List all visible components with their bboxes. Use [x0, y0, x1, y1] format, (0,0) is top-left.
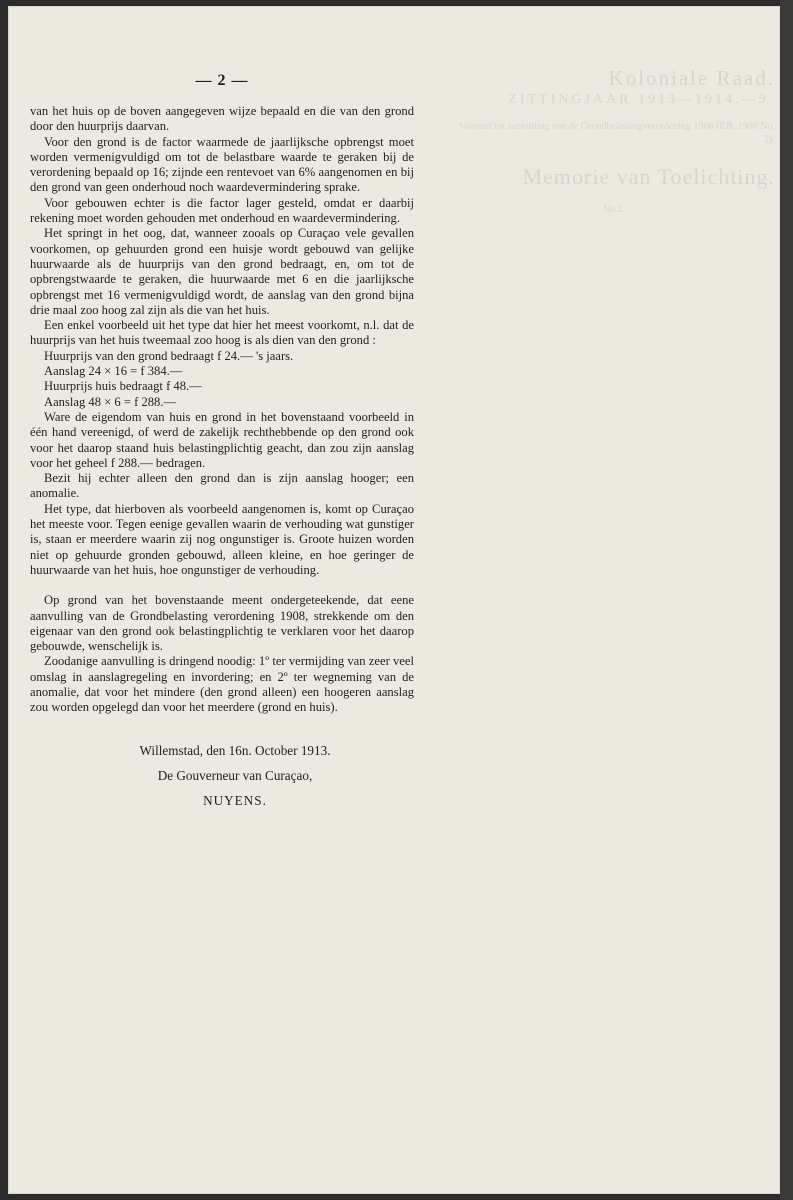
signatory-name: NUYENS. — [203, 793, 267, 808]
bleed-through-line: ZITTINGJAAR 1913—1914.—9. — [508, 92, 775, 107]
place-date: Willemstad, den 16n. October 1913. — [139, 743, 331, 758]
paragraph: Voor gebouwen echter is die factor lager gesteld, omdat er daarbij rekening moet worden gehouden met onderhoud en waardevermindering. — [30, 195, 414, 226]
paragraph: Het springt in het oog, dat, wanneer zooals op Curaçao vele gevallen voorkomen, op gehuurden grond een huisje wordt gebouwd van gelijke huurwaarde als de huurprijs van den grond bedraagt, en, om tot de opbrengstwaarde te geraken, die huurwaarde met 6 en die jaarlijksche opbrengst met 16 vermenigvuldigd wordt, de aanslag van den grond bijna drie maal zoo hoog zal zijn als die van het huis. — [30, 226, 414, 317]
paragraph: Op grond van het bovenstaande meent ondergeteekende, dat eene aanvulling van de Grondbelasting verordening 1908, strekkende om den eigenaar van den grond ook belastingplichtig te verklaren voor het daarop gebouwde, wenschelijk is. — [30, 593, 414, 654]
paragraph: van het huis op de boven aangegeven wijze bepaald en die van den grond door den huurprijs daarvan. — [30, 104, 414, 134]
bleed-through-line: Voorstel tot aanvulling van de Grondbelastingverordening 1908 (P.B. 1908 No. 2). — [458, 121, 775, 145]
paragraph: Voor den grond is de factor waarmede de jaarlijksche opbrengst moet worden vermenigvuldigd om tot de belastbare waarde te geraken bij de verordening bepaald op 16; zijnde een rentevoet van 6% aangenomen en bij den grond van geen onderhoud noch waardevermindering sprake. — [30, 134, 414, 195]
closing-block — [30, 738, 440, 813]
scan-binding-edge — [780, 0, 793, 1200]
paragraph: Het type, dat hierboven als voorbeeld aangenomen is, komt op Curaçao het meeste voor. Tegen eenige gevallen waarin de verhouding wat gunstiger is, staan er meerdere waarin zij nog ongunstiger is. Groote huizen worden niet op gehuurde gronden gebouwd, alleen kleine, en hoe geringer de huurwaarde van het huis, hoe ongunstiger de verhouding. — [30, 501, 414, 577]
example-line: Aanslag 48 × 6 = f 288.— — [44, 394, 177, 409]
bleed-through-line: No 2. — [602, 204, 625, 215]
paragraph: Een enkel voorbeeld uit het type dat hier het meest voorkomt, n.l. dat de huurprijs van het huis tweemaal zoo hoog is als dien van den grond : — [30, 318, 414, 348]
paragraph: Bezit hij echter alleen den grond dan is zijn aanslag hooger; een anomalie. — [30, 471, 414, 501]
example-line: Aanslag 24 × 16 = f 384.— — [44, 364, 183, 379]
signatory-title: De Gouverneur van Curaçao, — [157, 768, 313, 783]
paragraph: Ware de eigendom van huis en grond in het bovenstaand voorbeeld in één hand vereenigd, of werd de zakelijk rechthebbende op den grond ook voor het daarop staand huis belastingplichtig geacht, dan zou zijn aanslag voor het geheel f 288.— bedragen. — [30, 409, 414, 470]
bleed-through-line: Memorie van Toelichting. — [522, 164, 775, 189]
example-line: Huurprijs van den grond bedraagt f 24.— 's jaars. — [44, 348, 294, 363]
paragraph: Zoodanige aanvulling is dringend noodig: 1º ter vermijding van zeer veel omslag in aanslagregeling en invordering; en 2º ter wegneming van de anomalie, dat voor het mindere (den grond alleen) een hoogeren aanslag zou worden opgelegd dan voor het meerdere (grond en huis). — [30, 654, 414, 715]
body-text — [30, 104, 414, 716]
example-line: Huurprijs huis bedraagt f 48.— — [44, 379, 202, 394]
page-number: — 2 — — [195, 72, 249, 89]
bleed-through-line: Koloniale Raad. — [608, 66, 775, 90]
